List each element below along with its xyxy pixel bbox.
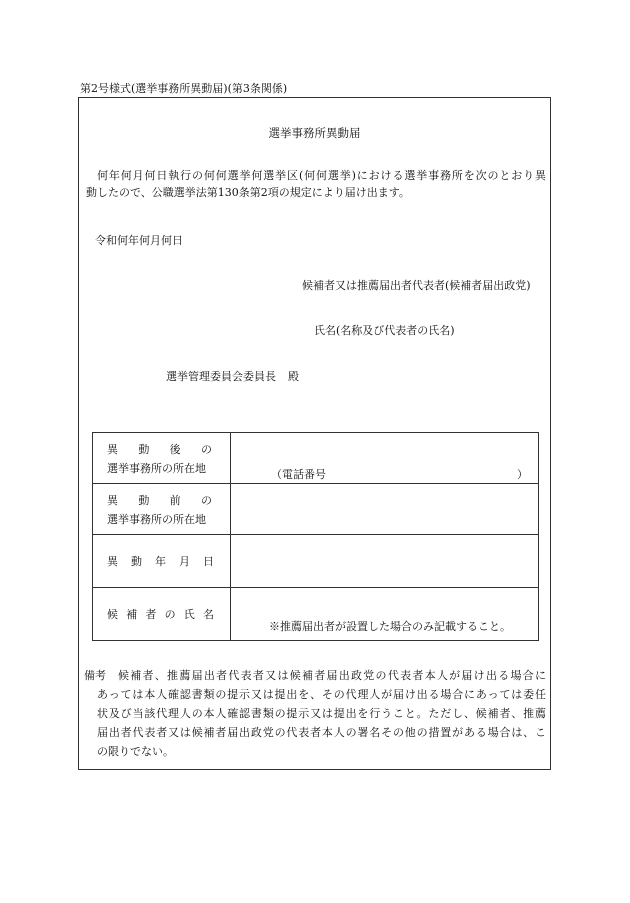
label-char: 候 xyxy=(107,608,118,621)
row-label-cell xyxy=(93,535,231,588)
label-char: 日 xyxy=(203,555,214,568)
name-line: 氏名(名称及び代表者の氏名) xyxy=(314,324,455,337)
label-char: 動 xyxy=(138,493,150,507)
body-text-line-1: 何年何月何日執行の何何選挙何選挙区(何何選挙)における選挙事務所を次のとおり異 xyxy=(97,169,546,182)
remarks-line-5: の限りでない。 xyxy=(97,745,174,758)
label-char: 名 xyxy=(202,608,214,621)
phone-label: （電話番号 xyxy=(271,468,326,481)
row-label-cell xyxy=(93,433,231,484)
remarks-heading: 備考 xyxy=(84,669,106,682)
remarks-line-1: 候補者、推薦届出者代表者又は候補者届出政党の代表者本人が届け出る場合に xyxy=(118,669,546,682)
phone-close-paren: ） xyxy=(517,468,528,481)
table-row xyxy=(93,484,539,535)
old-address-field[interactable] xyxy=(231,484,539,535)
new-address-field[interactable] xyxy=(231,433,539,484)
info-table xyxy=(92,432,539,641)
label-char: の xyxy=(200,493,212,507)
row-label xyxy=(93,553,230,569)
move-date-field[interactable] xyxy=(231,535,539,588)
candidate-name-note: ※推薦届出者が設置した場合のみ記載すること。 xyxy=(269,620,511,633)
label-char: 月 xyxy=(179,555,190,568)
row-label-cell xyxy=(93,588,231,641)
row-label xyxy=(93,606,230,622)
remarks-section xyxy=(84,666,546,761)
remarks-line-2: あっては本人確認書類の提示又は提出を、その代理人が届け出る場合にあっては委任 xyxy=(97,688,546,701)
row-label-bottom: 選挙事務所の所在地 xyxy=(107,461,206,475)
row-label-bottom: 選挙事務所の所在地 xyxy=(107,512,206,526)
label-char: 補 xyxy=(126,608,138,621)
label-char: 異 xyxy=(107,555,118,568)
date-line: 令和何年何月何日 xyxy=(95,234,183,247)
addressee-name: 選挙管理委員会委員長 xyxy=(166,370,276,383)
label-char: 動 xyxy=(131,555,142,568)
label-char: の xyxy=(164,608,176,621)
label-char: 前 xyxy=(169,493,181,507)
row-label-top xyxy=(93,441,230,457)
document-title: 選挙事務所異動届 xyxy=(268,126,361,140)
label-char: 氏 xyxy=(183,608,195,621)
label-char: 者 xyxy=(145,608,157,621)
label-char: 異 xyxy=(107,442,118,456)
label-char: 年 xyxy=(155,555,166,568)
label-char: の xyxy=(200,442,212,456)
candidate-name-field[interactable] xyxy=(231,588,539,641)
addressee-honorific: 殿 xyxy=(288,370,299,383)
table-row xyxy=(93,588,539,641)
remarks-line-3: 状及び当該代理人の本人確認書類の提示又は提出を行うこと。ただし、候補者、推薦 xyxy=(97,707,546,720)
body-text-line-2: 動したので、公職選挙法第130条第2項の規定により届け出ます。 xyxy=(86,186,410,199)
label-char: 異 xyxy=(107,493,118,507)
addressee-line xyxy=(166,368,299,384)
row-label-top xyxy=(93,492,230,508)
label-char: 後 xyxy=(169,442,181,456)
form-number-label: 第2号様式(選挙事務所異動届)(第3条関係) xyxy=(80,82,288,95)
label-char: 動 xyxy=(138,442,150,456)
candidate-line: 候補者又は推薦届出者代表者(候補者届出政党) xyxy=(302,279,531,292)
table-row xyxy=(93,433,539,484)
remarks-line-4: 届出者代表者又は候補者届出政党の代表者本人の署名その他の措置がある場合は、こ xyxy=(97,726,546,739)
table-row xyxy=(93,535,539,588)
row-label-cell xyxy=(93,484,231,535)
